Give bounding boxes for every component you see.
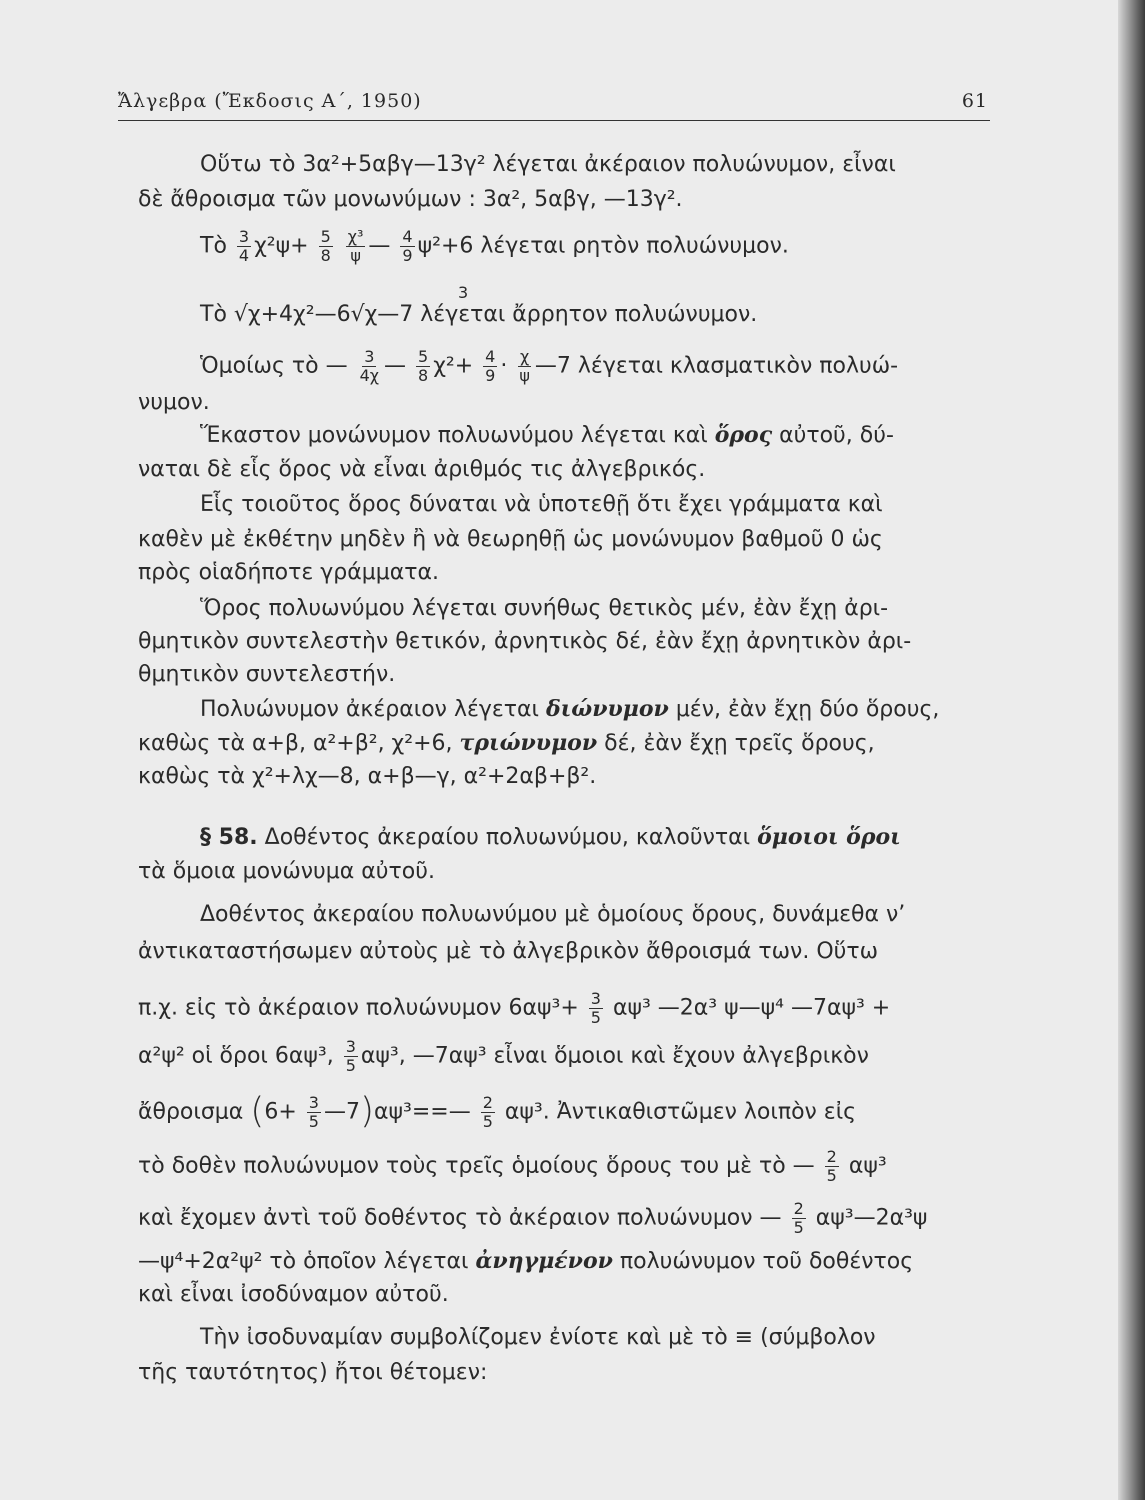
text-line: Δοθέντος ἀκεραίου πολυωνύμου μὲ ὁμοίους ὅρους, δυνάμεθα ν’ — [200, 902, 906, 927]
book-spine-shadow — [1118, 0, 1145, 1500]
term-oros: ὅρος — [714, 422, 773, 448]
header-title: Ἄλγεβρα (Ἔκδοσις Α΄, 1950) — [118, 90, 422, 112]
fraction: $\frac{3}{5}$ — [590, 989, 601, 1027]
text-line: καὶ ἔχομεν ἀντὶ τοῦ δοθέντος τὸ ἀκέραιον πολυώνυμον — $\frac{2}{5}$ αψ³—2α³ψ — [138, 1199, 928, 1237]
text-line: νυμον. — [138, 390, 210, 415]
fraction: $\frac{3}{4\chi}$ — [359, 347, 380, 385]
text-line: ἀντικαταστήσωμεν αὐτοὺς μὲ τὸ ἀλγεβρικὸν ἄθροισμά των. Οὕτω — [138, 939, 879, 964]
text-line: —ψ⁴+2α²ψ² τὸ ὁποῖον λέγεται ἀνηγμένον πολυώνυμον τοῦ δοθέντος — [138, 1248, 914, 1274]
fraction: $\frac{4}{9}$ — [485, 347, 496, 385]
term-anigmenon: ἀνηγμένον — [475, 1248, 613, 1274]
text-line: πρὸς οἱαδήποτε γράμματα. — [138, 560, 439, 585]
fraction: $\frac{3}{5}$ — [308, 1093, 319, 1131]
fraction: $\frac{2}{5}$ — [826, 1147, 837, 1185]
fraction: $\frac{5}{8}$ — [320, 227, 331, 265]
term-dionymon: διώνυμον — [545, 696, 669, 722]
text-line: Πολυώνυμον ἀκέραιον λέγεται διώνυμον μέν, ἐὰν ἔχῃ δύο ὅρους, — [200, 696, 940, 722]
text-line: Εἷς τοιοῦτος ὅρος δύναται νὰ ὑποτεθῇ ὅτι ἔχει γράμματα καὶ — [200, 492, 883, 517]
section-58-line: § 58. Δοθέντος ἀκεραίου πολυωνύμου, καλοῦνται ὅμοιοι ὅροι — [200, 824, 901, 850]
fractional-polynomial-line: Ὁμοίως τὸ — $\frac{3}{4\chi}$ — $\frac{5}{8}$ χ²+ $\frac{4}{9}$ · $\frac{\chi}{\psi}$ —7 λέγεται κλασματικὸν πολυώ- — [200, 347, 899, 385]
term-trionymon: τριώνυμον — [459, 730, 598, 756]
text-line: δὲ ἄθροισμα τῶν μονωνύμων : 3α², 5αβγ, —13γ². — [138, 187, 683, 212]
text-line: α²ψ² οἱ ὅροι 6αψ³, $\frac{3}{5}$ αψ³, —7αψ³ εἶναι ὅμοιοι καὶ ἔχουν ἀλγεβρικὸν — [138, 1037, 869, 1075]
text-line: τὸ δοθὲν πολυώνυμον τοὺς τρεῖς ὁμοίους ὅρους του μὲ τὸ — $\frac{2}{5}$ αψ³ — [138, 1147, 887, 1185]
text-line: Ὅρος πολυωνύμου λέγεται συνήθως θετικὸς μέν, ἐὰν ἔχῃ ἀρι- — [200, 596, 889, 621]
fraction: $\frac{3}{5}$ — [345, 1037, 356, 1075]
fraction: $\frac{2}{5}$ — [482, 1093, 493, 1131]
text-line: τὰ ὅμοια μονώνυμα αὐτοῦ. — [138, 859, 435, 884]
page-number: 61 — [961, 90, 988, 112]
text-line: Ἕκαστον μονώνυμον πολυωνύμου λέγεται καὶ ὅρος αὐτοῦ, δύ- — [200, 422, 894, 448]
term-homoioi-oroi: ὅμοιοι ὅροι — [757, 824, 901, 850]
text-line: θμητικὸν συντελεστὴν θετικόν, ἀρνητικὸς δέ, ἐὰν ἔχῃ ἀρνητικὸν ἀρι- — [138, 629, 912, 654]
running-header — [118, 88, 990, 121]
text-line: ναται δὲ εἷς ὅρος νὰ εἶναι ἀριθμός τις ἀλγεβρικός. — [138, 457, 706, 482]
text-line: θμητικὸν συντελεστήν. — [138, 662, 396, 687]
rational-polynomial-line: Τὸ $\frac{3}{4}$ χ²ψ+ $\frac{5}{8}$ $\frac{\text{χ³}}{\psi}$ — $\frac{4}{9}$ ψ²+6 λέγεται ρητὸν πολυώνυμον. — [200, 227, 789, 265]
text-line: Οὕτω τὸ 3α²+5αβγ—13γ² λέγεται ἀκέραιον πολυώνυμον, εἶναι — [200, 152, 896, 177]
fraction: $\frac{\text{χ³}}{\psi}$ — [347, 227, 364, 265]
text-line: Τὴν ἰσοδυναμίαν συμβολίζομεν ἐνίοτε καὶ μὲ τὸ ≡ (σύμβολον — [200, 1325, 876, 1350]
section-number: § 58. — [200, 825, 258, 850]
fraction: $\frac{2}{5}$ — [793, 1199, 804, 1237]
fraction: $\frac{4}{9}$ — [402, 227, 413, 265]
text-line: καὶ εἶναι ἰσοδύναμον αὐτοῦ. — [138, 1282, 449, 1307]
text-line: καθὲν μὲ ἐκθέτην μηδὲν ἢ νὰ θεωρηθῇ ὡς μονώνυμον βαθμοῦ 0 ὡς — [138, 527, 883, 552]
text-line: π.χ. εἰς τὸ ἀκέραιον πολυώνυμον 6αψ³+ $\frac{3}{5}$ αψ³ —2α³ ψ—ψ⁴ —7αψ³ + — [138, 989, 891, 1027]
fraction: $\frac{5}{8}$ — [418, 347, 429, 385]
irrational-polynomial-line: 3 Τὸ √χ+4χ²—6√χ—7 λέγεται ἄρρητον πολυώνυμον. — [200, 300, 1060, 330]
text-line: ἄθροισμα (6+ $\frac{3}{5}$ —7)αψ³==— $\frac{2}{5}$ αψ³. Ἀντικαθιστῶμεν λοιπὸν εἰς — [138, 1090, 857, 1132]
root-index: 3 — [458, 283, 469, 302]
fraction: $\frac{\chi}{\psi}$ — [519, 347, 530, 385]
text-line: καθὼς τὰ α+β, α²+β², χ²+6, τριώνυμον δέ, ἐὰν ἔχῃ τρεῖς ὅρους, — [138, 730, 875, 756]
fraction: $\frac{3}{4}$ — [238, 227, 250, 265]
text-line: καθὼς τὰ χ²+λχ—8, α+β—γ, α²+2αβ+β². — [138, 764, 597, 789]
text-line: τῆς ταυτότητος) ἤτοι θέτομεν: — [138, 1360, 488, 1385]
